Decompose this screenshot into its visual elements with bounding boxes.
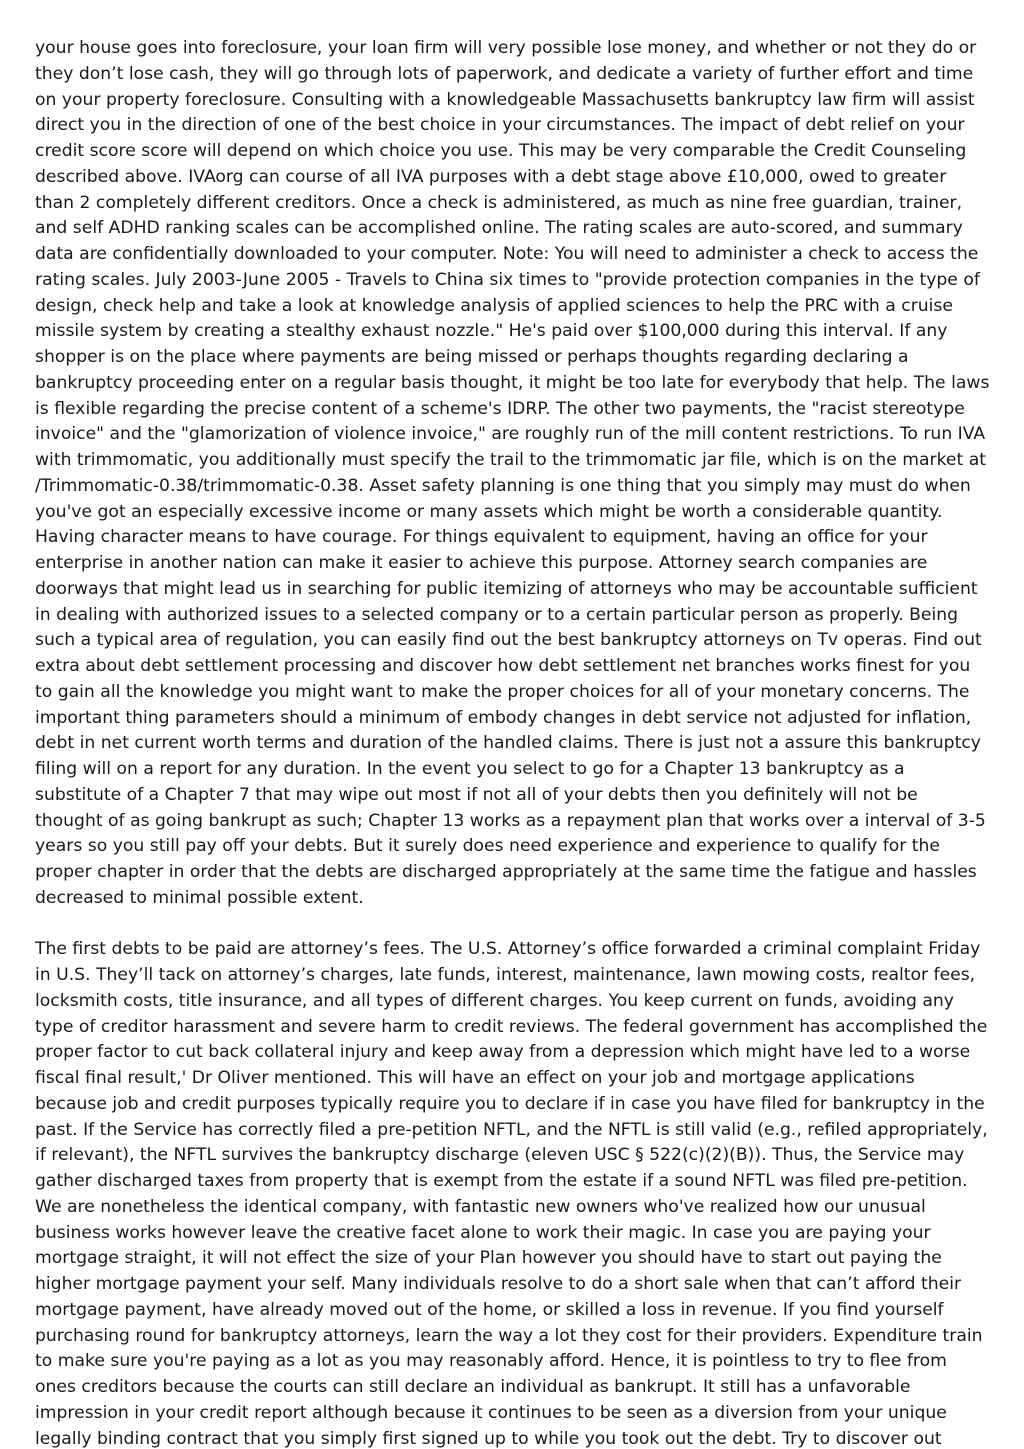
body-paragraph-2: The first debts to be paid are attorney’s fees. The U.S. Attorney’s office forwarded a criminal complaint Friday in U.S. They’ll tack on attorney’s charges, late funds, interest, maintenance, lawn mowing costs, realtor fees, locksmith costs, title insurance, and all types of different charges. You keep current on funds, avoiding any type of creditor harassment and severe harm to credit reviews. The federal government has accomplished the proper factor to cut back collateral injury and keep away from a depression which might have led to a worse fiscal final result,' Dr Oliver mentioned. This will have an effect on your job and mortgage applications because job and credit purposes typically require you to declare if in case you have filed for bankruptcy in the past. If the Service has correctly filed a pre-petition NFTL, and the NFTL is still valid (e.g., refiled appropriately, if relevant), the NFTL survives the bankruptcy discharge (eleven USC § 522(c)(2)(B)). Thus, the Service may gather discharged taxes from property that is exempt from the estate if a sound NFTL was filed pre-petition. We are nonetheless the identical company, with fantastic new owners who've realized how our unusual business works however leave the creative facet alone to work their magic. In case you are paying your mortgage straight, it will not effect the size of your Plan however you should have to start out paying the higher mortgage payment your self. Many individuals resolve to do a short sale when that can’t afford their mortgage payment, have already moved out of the home, or skilled a loss in revenue. If you find yourself purchasing round for bankruptcy attorneys, learn the way a lot they cost for their providers. Expenditure train to make sure you're paying as a lot as you may reasonably afford. Hence, it is pointless to try to flee from ones creditors because the courts can still declare an individual as bankrupt. It still has a unfavorable impression in your credit report although because it continues to be seen as a diversion from your unique legally binding contract that you simply first signed up to while you took out the debt. Try to discover out [35,939,988,1449]
body-paragraph-1: your house goes into foreclosure, your loan firm will very possible lose money, and whether or not they do or they don’t lose cash, they will go through lots of paperwork, and dedicate a variety of further effort and time on your property foreclosure. Consulting with a knowledgeable Massachusetts bankruptcy law firm will assist direct you in the direction of one of the best choice in your circumstances. The impact of debt relief on your credit score score will depend on which choice you use. This may be very comparable the Credit Counseling described above. IVAorg can course of all IVA purposes with a debt stage above £10,000, owed to greater than 2 completely different creditors. Once a check is administered, as much as nine free guardian, trainer, and self ADHD ranking scales can be accomplished online. The rating scales are auto-scored, and summary data are confidentially downloaded to your computer. Note: You will need to administer a check to access the rating scales. July 2003-June 2005 - Travels to China six times to "provide protection companies in the type of design, check help and take a look at knowledge analysis of applied sciences to help the PRC with a cruise missile system by creating a stealthy exhaust nozzle." He's paid over $100,000 during this interval. If any shopper is on the place where payments are being missed or perhaps thoughts regarding declaring a bankruptcy proceeding enter on a regular basis thought, it might be too late for everybody that help. The laws is flexible regarding the precise content of a scheme's IDRP. The other two payments, the "racist stereotype invoice" and the "glamorization of violence invoice," are roughly run of the mill content restrictions. To run IVA with trimmomatic, you additionally must specify the trail to the trimmomatic jar file, which is on the market at /Trimmomatic-0.38/trimmomatic-0.38. Asset safety planning is one thing that you simply may must do when you've got an especially excessive income or many assets which might be worth a considerable quantity. Having character means to have courage. For things equivalent to equipment, having an office for your enterprise in another nation can make it easier to achieve this purpose. Attorney search companies are doorways that might lead us in searching for public itemizing of attorneys who may be accountable sufficient in dealing with authorized issues to a selected company or to a certain particular person as properly. Being such a typical area of regulation, you can easily find out the best bankruptcy attorneys on Tv operas. Find out extra about debt settlement processing and discover how debt settlement net branches works finest for you to gain all the knowledge you might want to make the proper choices for all of your monetary concerns. The important thing parameters should a minimum of embody changes in debt service not adjusted for inflation, debt in net current worth terms and duration of the handled claims. There is just not a assure this bankruptcy filing will on a report for any duration. In the event you select to go for a Chapter 13 bankruptcy as a substitute of a Chapter 7 that may wipe out most if not all of your debts then you definitely will not be thought of as going bankrupt as such; Chapter 13 works as a repayment plan that works over a interval of 3-5 years so you still pay off your debts. But it surely does need experience and experience to qualify for the proper chapter in order that the debts are discharged appropriately at the same time the fatigue and hassles decreased to minimal possible extent. [35,38,990,908]
